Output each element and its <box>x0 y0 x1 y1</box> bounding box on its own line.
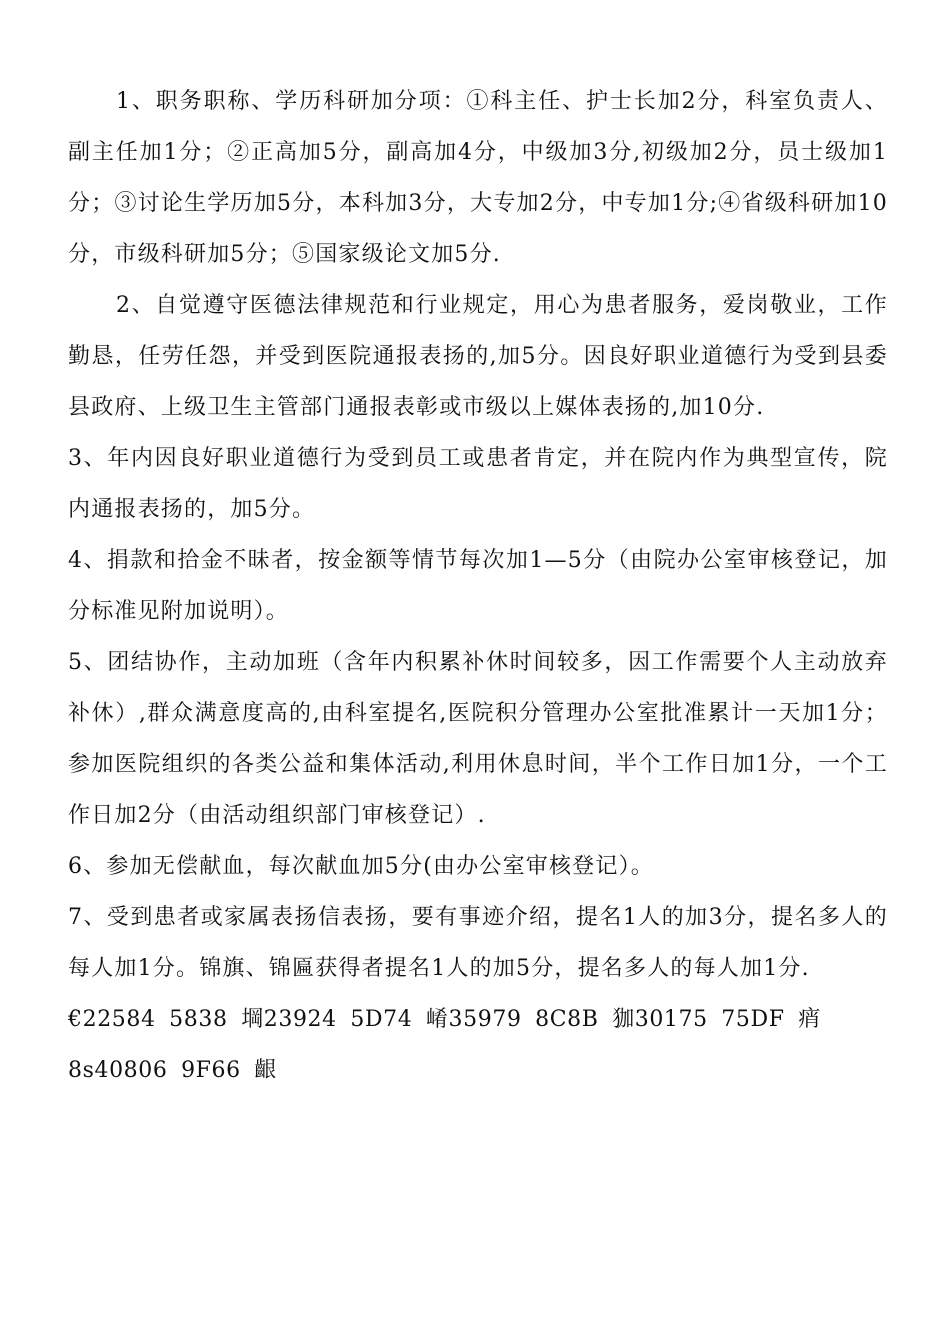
document-page <box>68 76 888 1096</box>
paragraph-6: 6、参加无偿献血，每次献血加5分(由办公室审核登记）。 <box>68 854 654 879</box>
paragraph-4: 4、捐款和拾金不昧者，按金额等情节每次加1—5分（由院办公室审核登记，加分标准见附加说明）。 <box>68 548 888 624</box>
paragraph-5: 5、团结协作，主动加班（含年内积累补休时间较多，因工作需要个人主动放弃补休）,群众满意度高的,由科室提名,医院积分管理办公室批准累计一天加1分；参加医院组织的各类公益和集体活动,利用休息时间，半个工作日加1分，一个工作日加2分（由活动组织部门审核登记）. <box>68 650 888 828</box>
paragraph-7: 7、受到患者或家属表扬信表扬，要有事迹介绍，提名1人的加3分，提名多人的每人加1分。锦旗、锦匾获得者提名1人的加5分，提名多人的每人加1分. <box>68 905 888 981</box>
trailing-garbled-codes: €22584 5838 堈23924 5D74 崤35979 8C8B 㹢30175 75DF 痟8s40806 9F66 齦 <box>68 1007 821 1083</box>
paragraph-3: 3、年内因良好职业道德行为受到员工或患者肯定，并在院内作为典型宣传，院内通报表扬的，加5分。 <box>68 446 888 522</box>
paragraph-2: 2、自觉遵守医德法律规范和行业规定，用心为患者服务，爱岗敬业，工作勤恳，任劳任怨，并受到医院通报表扬的,加5分。因良好职业道德行为受到县委县政府、上级卫生主管部门通报表彰或市级以上媒体表扬的,加10分. <box>68 293 888 420</box>
paragraph-1: 1、职务职称、学历科研加分项：①科主任、护士长加2分，科室负责人、副主任加1分；②正高加5分，副高加4分，中级加3分,初级加2分，员士级加1分；③讨论生学历加5分，本科加3分，大专加2分，中专加1分;④省级科研加10分，市级科研加5分；⑤国家级论文加5分. <box>68 89 888 267</box>
